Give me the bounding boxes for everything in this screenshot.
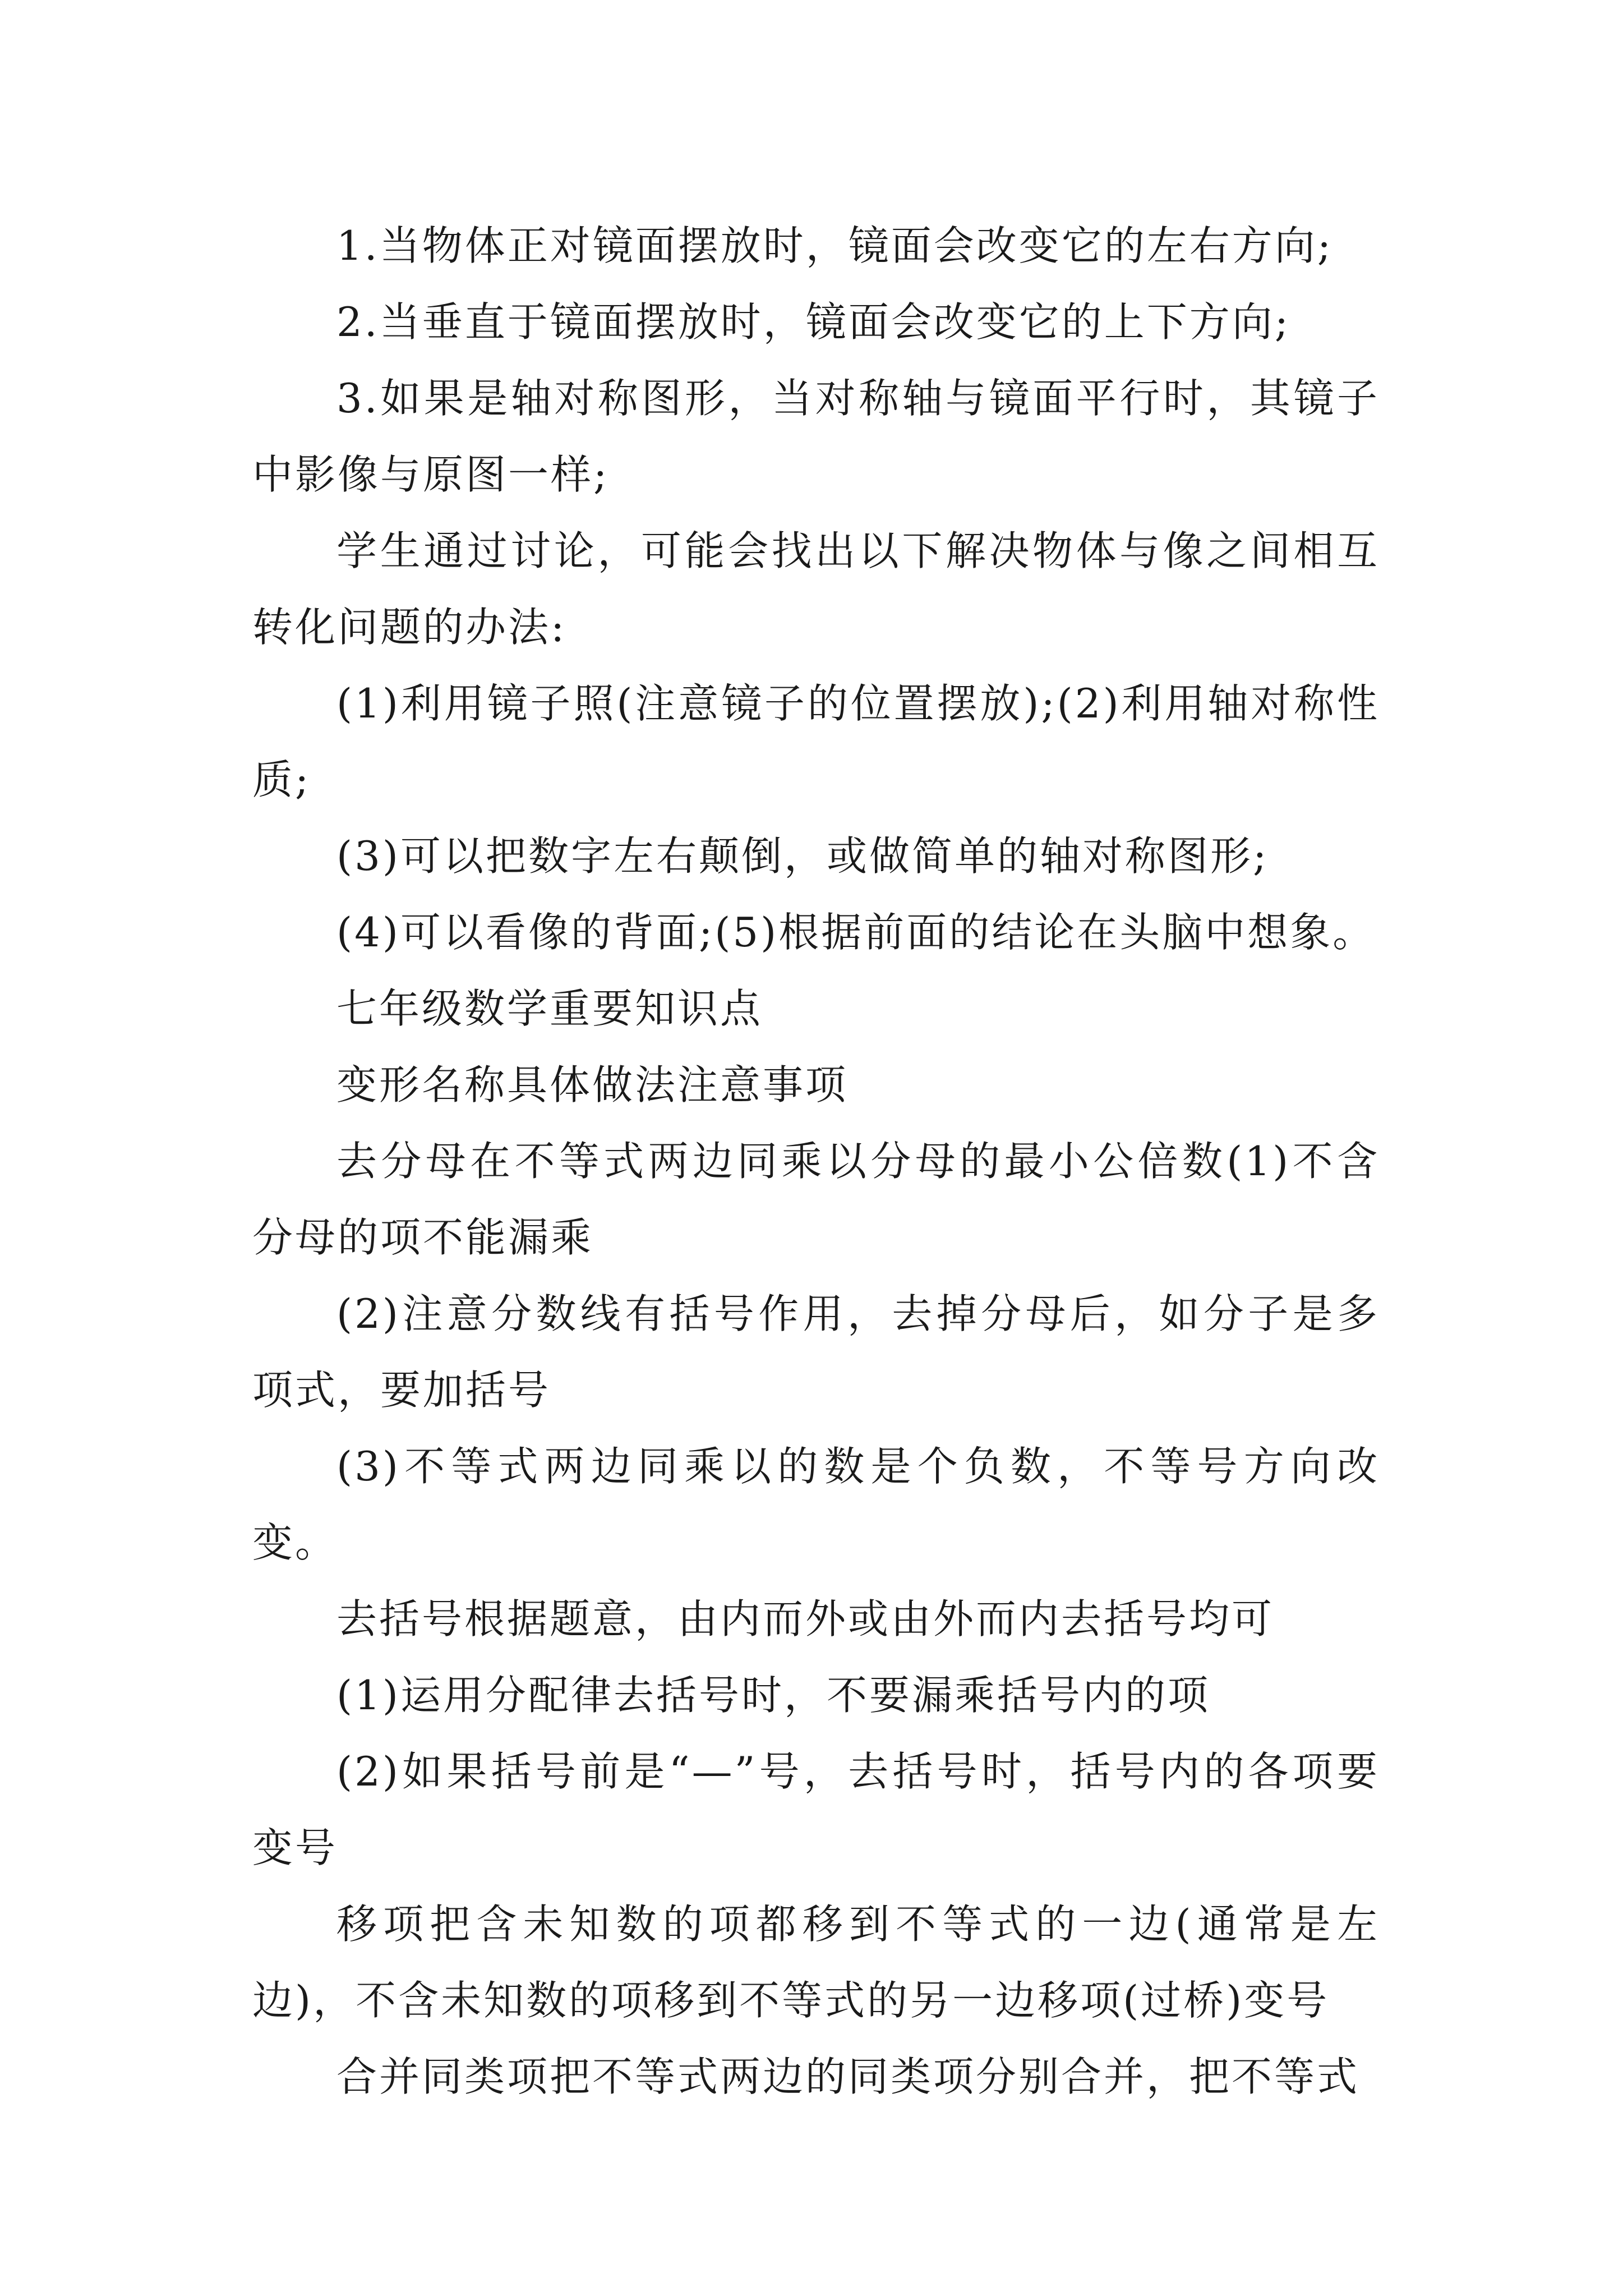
paragraph: 3.如果是轴对称图形，当对称轴与镜面平行时，其镜子中影像与原图一样; (252, 375, 1380, 498)
section-heading: 七年级数学重要知识点 (336, 985, 763, 1032)
document-body (252, 208, 1380, 2115)
paragraph: 去括号根据题意，由内而外或由外而内去括号均可 (336, 1595, 1275, 1642)
paragraph: (3)可以把数字左右颠倒，或做简单的轴对称图形; (336, 832, 1269, 880)
table-header-row: 变形名称具体做法注意事项 (336, 1061, 849, 1108)
paragraph: 2.当垂直于镜面摆放时，镜面会改变它的上下方向; (336, 298, 1290, 346)
paragraph: (4)可以看像的背面;(5)根据前面的结论在头脑中想象。 (336, 909, 1376, 956)
paragraph: (2)注意分数线有括号作用，去掉分母后，如分子是多项式，要加括号 (252, 1290, 1380, 1414)
paragraph: 合并同类项把不等式两边的同类项分别合并，把不等式 (336, 2053, 1360, 2100)
paragraph: 学生通过讨论，可能会找出以下解决物体与像之间相互转化问题的办法: (252, 527, 1380, 651)
paragraph: 1.当物体正对镜面摆放时，镜面会改变它的左右方向; (336, 222, 1333, 269)
paragraph: (1)利用镜子照(注意镜子的位置摆放);(2)利用轴对称性质; (252, 680, 1380, 803)
paragraph: (3)不等式两边同乘以的数是个负数，不等号方向改变。 (252, 1443, 1380, 1566)
paragraph: 去分母在不等式两边同乘以分母的最小公倍数(1)不含分母的项不能漏乘 (252, 1138, 1380, 1261)
paragraph: (2)如果括号前是“—”号，去括号时，括号内的各项要变号 (252, 1748, 1380, 1871)
paragraph: 移项把含未知数的项都移到不等式的一边(通常是左边)，不含未知数的项移到不等式的另一边移项(过桥)变号 (252, 1901, 1380, 2024)
paragraph: (1)运用分配律去括号时，不要漏乘括号内的项 (336, 1672, 1210, 1719)
